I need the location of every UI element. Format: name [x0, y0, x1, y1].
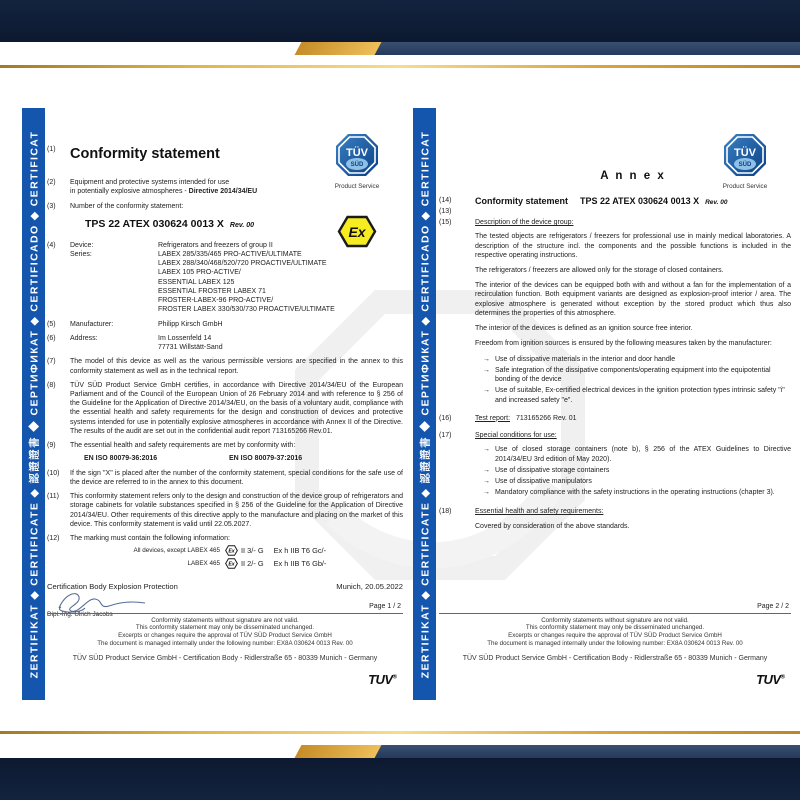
item-number: (15) — [439, 219, 452, 227]
series-item: LABEX 105 PRO-ACTIVE/ — [158, 269, 241, 277]
page-title: Conformity statement — [70, 146, 220, 162]
top-navy-band — [0, 0, 800, 42]
bottom-slate-bar — [345, 745, 800, 758]
test-report-row — [475, 414, 791, 423]
item-7 — [47, 357, 403, 375]
footer-rule — [439, 613, 791, 648]
item-17 — [439, 431, 791, 497]
item-number: (18) — [439, 508, 452, 516]
certificate-band-left — [22, 108, 45, 700]
item-9-text: The essential health and safety requirements are met by conformity with: — [70, 442, 296, 450]
item-10 — [47, 469, 403, 487]
address-value: Im Lossenfeld 14 77731 Willstätt-Sand — [158, 334, 223, 352]
series-item: FROSTER-LABEX-96 PRO-ACTIVE/ — [158, 297, 274, 305]
item-number: (17) — [439, 432, 452, 440]
item-3-text: Number of the conformity statement: — [70, 202, 184, 210]
revision-label: Rev. 00 — [229, 221, 255, 229]
paragraph: Freedom from ignition sources is ensured by the following measures taken by the manufacturer: — [475, 340, 772, 348]
measure-item: → Use of suitable, Ex-certified electrical devices in the ignition protection types intrinsic safety "i" and increased safety "e". — [483, 387, 785, 404]
item-number: (4) — [47, 241, 56, 249]
item-number: (6) — [47, 334, 56, 342]
svg-text:TÜV: TÜV — [734, 147, 756, 159]
item-1 — [47, 145, 403, 164]
section-heading: Description of the device group: — [475, 219, 574, 227]
footer-line: Conformity statements without signature are not valid. — [541, 616, 689, 624]
footer-rule — [47, 613, 403, 648]
footer-line: This conformity statement may only be disseminated unchanged. — [525, 624, 705, 632]
footer-line: Conformity statements without signature are not valid. — [151, 616, 299, 624]
manufacturer-label: Manufacturer: — [70, 320, 114, 328]
svg-text:Ex: Ex — [228, 548, 235, 555]
item-11-text: This conformity statement refers only to the design and construction of the device group of refrigerators and storage cabinets for volatile substances specified in § 256 of the Guideline for the Application of Directive 2014/34/EU. Other requirements of this directive apply to the manufacture and placing on the market of this device. This conformity statement is valid until 22.05.2027. — [70, 493, 403, 528]
bottom-navy-band — [0, 758, 800, 800]
item-9 — [47, 441, 403, 463]
page-2-footer — [439, 602, 791, 688]
item-number: (13) — [439, 208, 452, 215]
certificate-band-right — [413, 108, 436, 700]
marking-device-label: LABEX 465 — [187, 559, 220, 567]
company-address: TÜV SÜD Product Service GmbH - Certification Body - Ridlerstraße 65 - 80339 Munich - Germany — [72, 654, 378, 662]
device-value: Refrigerators and freezers of group II — [158, 241, 273, 249]
registered-mark: ® — [392, 674, 397, 681]
measure-item: → Safe integration of the dissipative components/operating equipment into the equipotential bonding of the device — [483, 366, 771, 384]
standard-2: EN ISO 80079-37:2016 — [229, 455, 303, 463]
item-number: (5) — [47, 320, 56, 328]
test-report-label: Test report: — [475, 414, 511, 422]
requirements-text: Covered by consideration of the above standards. — [475, 522, 630, 530]
svg-text:Ex: Ex — [348, 224, 366, 240]
series-item: ESSENTIAL FROSTER LABEX 71 — [158, 287, 266, 295]
item-11 — [47, 492, 403, 529]
series-item: ESSENTIAL LABEX 125 — [158, 278, 235, 286]
arrow-icon: → — [483, 387, 490, 395]
certification-body-label: Certification Body Explosion Protection — [47, 582, 178, 592]
company-address: TÜV SÜD Product Service GmbH - Certification Body - Ridlerstraße 65 - 80339 Munich - Germany — [462, 654, 768, 662]
item-18 — [439, 507, 791, 530]
section-heading: Essential health and safety requirements: — [475, 508, 604, 516]
page-number: Page 1 / 2 — [369, 603, 401, 611]
item-number: (8) — [47, 381, 56, 389]
item-number: (1) — [47, 146, 56, 153]
arrow-icon: → — [483, 477, 490, 485]
footer-line: This conformity statement may only be disseminated unchanged. — [135, 624, 315, 632]
item-5 — [47, 320, 403, 329]
arrow-icon: → — [483, 446, 490, 454]
arrow-icon: → — [483, 366, 490, 374]
series-row — [70, 250, 403, 315]
footer-line: The document is managed internally under the following number: EX8A 030624 0013 Rev. 00 — [97, 639, 353, 647]
tuv-wordmark: TUV® — [756, 671, 785, 687]
marking-group-code: II 3/- G — [241, 545, 264, 555]
standards-row — [84, 454, 403, 463]
paragraph: The refrigerators / freezers are allowed only for the storage of closed containers. — [475, 266, 724, 274]
ex-hexagon-icon — [225, 558, 238, 569]
page-number: Page 2 / 2 — [757, 603, 789, 611]
marking-protection: Ex h IIB T6 Gb/- — [273, 558, 327, 568]
item-number: (9) — [47, 442, 56, 450]
condition-item: → Mandatory compliance with the safety instructions in the operating instructions (chapter 3). — [483, 489, 775, 497]
item-number: (16) — [439, 414, 452, 422]
item-number: (14) — [439, 197, 452, 205]
page-1 — [47, 133, 403, 688]
series-item: LABEX 285/335/465 PRO-ACTIVE/ULTIMATE — [158, 250, 302, 258]
top-accent-strip — [0, 42, 800, 55]
condition-item: → Use of dissipative manipulators — [483, 477, 592, 485]
svg-text:SÜD: SÜD — [738, 162, 752, 168]
item-number: (11) — [47, 493, 59, 501]
footer-line: The document is managed internally under the following number: EX8A 030624 0013 Rev. 00 — [487, 639, 743, 647]
series-label: Series: — [70, 250, 92, 258]
bottom-gold-line — [0, 731, 800, 734]
directive-ref: Directive 2014/34/EU — [188, 188, 258, 196]
condition-item: → Use of closed storage containers (note b), § 256 of the ATEX Guidelines to Directive 2014/34/EU 3rd edition of May 2020). — [483, 446, 791, 463]
marking-row — [98, 558, 403, 569]
item-number: (3) — [47, 202, 56, 210]
ex-hexagon-icon — [225, 545, 238, 556]
revision-label: Rev. 00 — [705, 199, 728, 207]
item-number: (12) — [47, 535, 60, 543]
page-1-footer — [47, 602, 403, 688]
arrow-icon: → — [483, 355, 490, 363]
measure-item: → Use of dissipative materials in the interior and door handle — [483, 355, 676, 363]
item-15 — [439, 218, 791, 405]
product-service-label: Product Service — [722, 183, 768, 191]
device-row — [70, 241, 403, 250]
item-16 — [439, 414, 791, 423]
item-6 — [47, 334, 403, 352]
paragraph: The interior of the devices is defined as an ignition source free interior. — [475, 325, 693, 333]
item-2-text: Equipment and protective systems intended for use in potentially explosive atmospheres - Directive 2014/34/EU — [70, 179, 258, 196]
section-heading: Special conditions for use: — [475, 432, 557, 440]
signer-name: Dipl.-Ing. Ulrich Jacobs — [47, 611, 113, 619]
marking-protection: Ex h IIB T6 Gc/- — [273, 545, 327, 555]
item-12 — [47, 534, 403, 569]
registered-mark: ® — [780, 674, 785, 681]
test-report-value: 713165266 Rev. 01 — [515, 414, 577, 422]
annex-title: A n n e x — [600, 170, 666, 182]
page-2 — [439, 133, 791, 688]
series-list — [158, 250, 335, 315]
footer-line: Excerpts or changes require the approval of TÜV SÜD Product Service GmbH — [508, 632, 722, 640]
certificate-number: TPS 22 ATEX 030624 0013 X Rev. 00 — [85, 217, 255, 230]
series-item: LABEX 288/340/468/520/720 PROACTIVE/ULTIMATE — [158, 260, 327, 268]
item-number: (10) — [47, 469, 60, 477]
item-number: (7) — [47, 358, 56, 366]
arrow-icon: → — [483, 489, 490, 497]
condition-item: → Use of dissipative storage containers — [483, 466, 610, 474]
product-service-label: Product Service — [334, 183, 380, 191]
series-item: FROSTER LABEX 330/530/730 PROACTIVE/ULTIMATE — [158, 306, 335, 314]
tuv-wordmark: TUV® — [368, 671, 397, 687]
top-gold-accent — [295, 42, 382, 55]
item-14 — [439, 196, 791, 208]
address-label: Address: — [70, 334, 98, 342]
top-slate-bar — [345, 42, 800, 55]
top-gold-line — [0, 65, 800, 68]
standard-1: EN ISO 80079-36:2016 — [84, 455, 158, 463]
certificate-band-text: ZERTIFIKAT ◆ CERTIFICATE ◆ 認證證書 ◆ СЕРТИФИКАТ ◆ CERTIFICADO ◆ CERTIFICAT — [419, 130, 431, 678]
arrow-icon: → — [483, 466, 490, 474]
svg-text:TÜV: TÜV — [346, 147, 368, 159]
signature-row — [47, 582, 403, 592]
paragraph: The tested objects are refrigerators / freezers for professional use in mainly medical laboratories. A description of the structure incl. the components and the possible functions is included in the respective operating instructions. — [475, 233, 791, 259]
marking-row — [98, 545, 403, 556]
place-date: Munich, 20.05.2022 — [336, 582, 403, 592]
item-3 — [47, 202, 403, 211]
item-number: (2) — [47, 179, 56, 187]
item-4 — [47, 241, 403, 315]
item-8 — [47, 381, 403, 436]
device-label: Device: — [70, 241, 94, 249]
item-10-text: If the sign "X" is placed after the number of the conformity statement, special conditions for the safe use of the device are referred to in the annex to this document. — [70, 469, 403, 486]
footer-line: Excerpts or changes require the approval of TÜV SÜD Product Service GmbH — [118, 632, 332, 640]
paragraph: The interior of the devices can be equipped both with and without a fan for the implementation of a recirculation function. Both equipment variants are designed as explosion-proof interior / area. The explosive atmosphere is generated without exception by the stored product which thus also determines the properties of this atmosphere. — [475, 282, 791, 317]
manufacturer-value: Philipp Kirsch GmbH — [158, 320, 223, 328]
item-2 — [47, 178, 403, 196]
bottom-gold-accent — [295, 745, 382, 758]
certificate-number: TPS 22 ATEX 030624 0013 X — [580, 196, 700, 207]
bottom-accent-strip — [0, 745, 800, 758]
item-7-text: The model of this device as well as the various permissible versions are specified in the annex to this conformity statement as well as in the technical report. — [70, 358, 403, 375]
item-8-text: TÜV SÜD Product Service GmbH certifies, in accordance with Directive 2014/34/EU of the European Parliament and of the Council of the European Union of 26 February 2014 and with reference to § 256 of the Guideline for the Application of Directive 2014/34/EU, on the basis of a voluntary audit, compliance with the essential health and safety requirements for the design and construction of devices and protective systems intended for use in potentially explosive atmospheres in accordance with Annex II of the Directive. The results of the audit are set out in the confidential audit report 713165266 Rev.01. — [70, 381, 403, 435]
annex-heading: Conformity statement TPS 22 ATEX 030624 0013 X Rev. 00 — [475, 196, 728, 207]
marking-device-label: All devices, except LABEX 465 — [133, 546, 220, 554]
certificate-band-text: ZERTIFIKAT ◆ CERTIFICATE ◆ 認證證書 ◆ СЕРТИФИКАТ ◆ CERTIFICADO ◆ CERTIFICAT — [28, 130, 40, 678]
svg-text:SÜD: SÜD — [350, 162, 364, 168]
svg-text:Ex: Ex — [228, 561, 235, 568]
item-12-text: The marking must contain the following information: — [70, 535, 230, 543]
marking-group-code: II 2/- G — [241, 558, 264, 568]
